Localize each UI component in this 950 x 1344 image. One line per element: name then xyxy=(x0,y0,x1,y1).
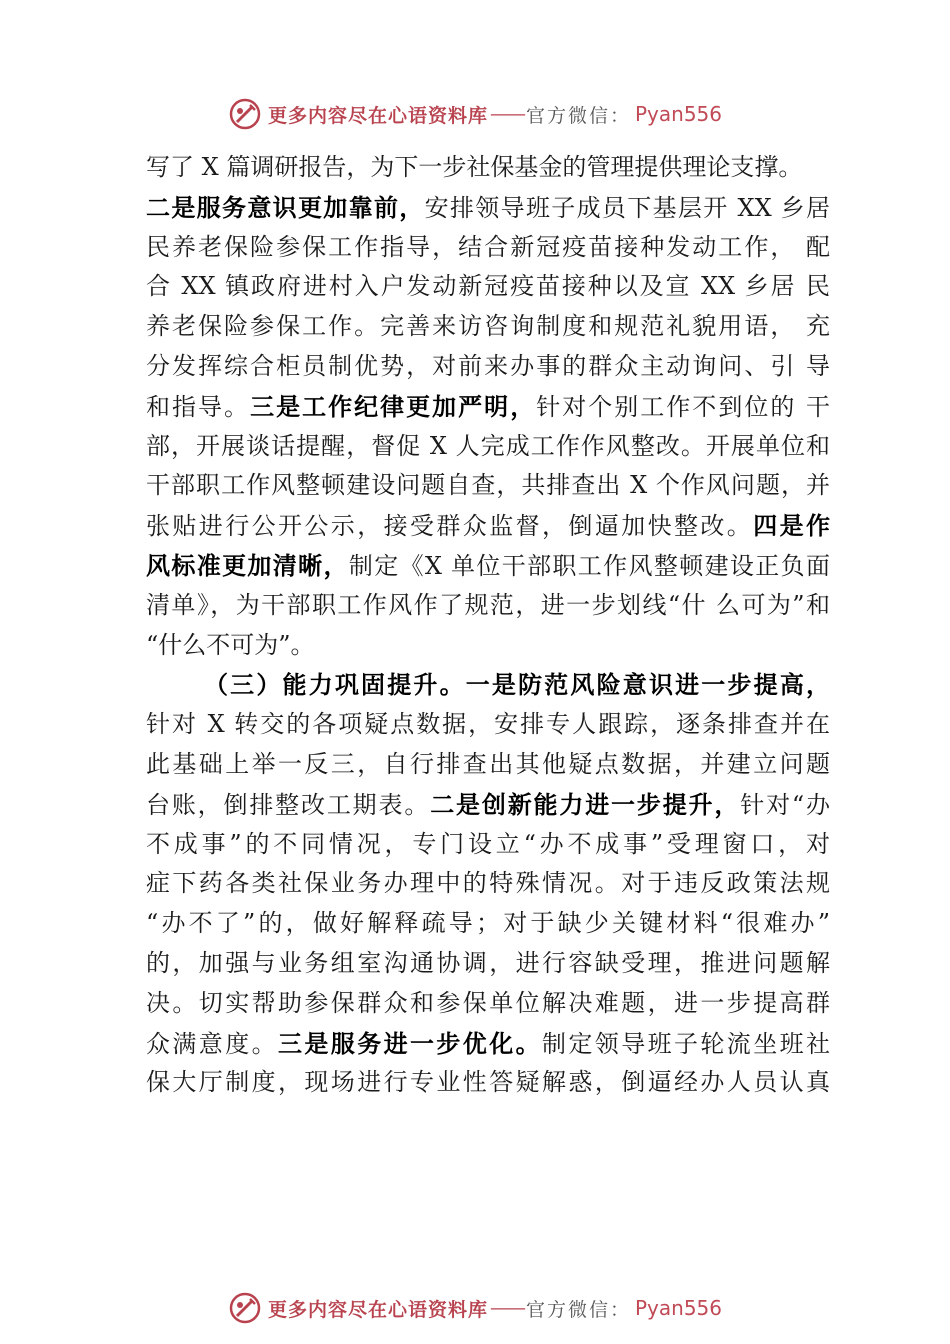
watermark-wechat-label: 官方微信： xyxy=(525,1298,631,1321)
watermark-banner-bottom xyxy=(0,1286,950,1330)
text-run: 此基础上举一反三，自行排查出其他疑点数据，并建立问题 xyxy=(146,749,830,778)
bold-heading-run: 二是创新能力进一步提升， xyxy=(430,789,741,819)
text-line xyxy=(146,944,830,984)
text-run: 部，开展谈话提醒，督促 X 人完成工作作风整改。开展单位和 xyxy=(146,431,830,460)
bold-heading-run: 四是作 xyxy=(753,511,831,541)
text-line xyxy=(146,506,830,546)
text-run: 制定《X 单位干部职工作风整顿建设正负面 xyxy=(348,551,830,580)
text-run: 台账，倒排整改工期表。 xyxy=(146,790,431,819)
text-line xyxy=(146,347,830,387)
text-line xyxy=(146,626,830,666)
text-line xyxy=(146,904,830,944)
text-run: 的，加强与业务组室沟通协调，进行容缺受理，推进问题解 xyxy=(146,948,830,977)
watermark-site-name: 更多内容尽在心语资料库 xyxy=(267,104,488,127)
text-run: 分发挥综合柜员制优势，对前来办事的群众主动询问、引 导 xyxy=(146,351,830,380)
watermark-dash: —— xyxy=(489,1297,524,1319)
text-run: 和指导。 xyxy=(146,392,251,421)
text-run: 清单》，为干部职工作风作了规范，进一步划线“什 么可为”和 xyxy=(146,590,830,619)
text-line xyxy=(146,665,830,705)
text-run: 民养老保险参保工作指导，结合新冠疫苗接种发动工作， 配 xyxy=(146,232,830,261)
text-run: 张贴进行公开公示，接受群众监督，倒逼加快整改。 xyxy=(146,512,754,541)
text-line xyxy=(146,785,830,825)
text-line xyxy=(146,307,830,347)
text-line xyxy=(146,586,830,626)
bold-heading-run: （三）能力巩固提升。一是防范风险意识进一步提高， xyxy=(204,670,830,700)
text-line xyxy=(146,387,830,427)
text-run: 针对个别工作不到位的 干 xyxy=(536,392,830,421)
text-run: 写了 X 篇调研报告，为下一步社保基金的管理提供理论支撑。 xyxy=(146,153,803,181)
text-run: 干部职工作风整顿建设问题自查，共排查出 X 个作风问题，并 xyxy=(146,471,830,500)
text-line xyxy=(146,267,830,307)
text-run: 针对“办 xyxy=(740,790,831,819)
text-run: 众满意度。 xyxy=(146,1029,278,1058)
document-body xyxy=(146,148,830,1103)
text-line xyxy=(146,466,830,506)
text-run: “什么不可为”。 xyxy=(146,630,315,659)
watermark-wechat-label: 官方微信： xyxy=(525,104,631,127)
bold-heading-run: 二是服务意识更加靠前， xyxy=(146,192,425,222)
bold-heading-run: 风标准更加清晰， xyxy=(146,550,349,580)
text-run: 症下药各类社保业务办理中的特殊情况。对于违反政策法规 xyxy=(146,869,830,898)
text-line xyxy=(146,1024,830,1064)
text-line xyxy=(146,546,830,586)
text-run: “办不了”的，做好解释疏导；对于缺少关键材料“很难办” xyxy=(146,909,830,938)
watermark-dash: —— xyxy=(489,103,524,125)
text-line xyxy=(146,745,830,785)
watermark-wechat-id: Pyan556 xyxy=(635,102,723,126)
text-line xyxy=(146,864,830,904)
text-run: 不成事”的不同情况，专门设立“办不成事”受理窗口，对 xyxy=(146,829,830,858)
text-run: 保大厅制度，现场进行专业性答疑解惑，倒逼经办人员认真 xyxy=(146,1068,830,1097)
bold-heading-run: 三是服务进一步优化。 xyxy=(278,1028,542,1058)
text-line xyxy=(146,148,830,188)
watermark-site-name: 更多内容尽在心语资料库 xyxy=(267,1298,488,1321)
text-line xyxy=(146,1063,830,1103)
pen-logo-icon xyxy=(228,1291,262,1325)
text-run: 合 XX 镇政府进村入户发动新冠疫苗接种以及宣 XX 乡居 民 xyxy=(146,272,830,301)
watermark-banner-top xyxy=(0,92,950,136)
bold-heading-run: 三是工作纪律更加严明， xyxy=(250,391,537,421)
text-line xyxy=(146,427,830,467)
text-run: 针对 X 转交的各项疑点数据，安排专人跟踪，逐条排查并在 xyxy=(146,710,830,739)
text-run: 决。切实帮助参保群众和参保单位解决难题，进一步提高群 xyxy=(146,988,830,1017)
text-run: 安排领导班子成员下基层开 XX 乡居 xyxy=(424,193,830,222)
pen-logo-icon xyxy=(228,97,262,131)
watermark-wechat-id: Pyan556 xyxy=(635,1296,723,1320)
text-line xyxy=(146,984,830,1024)
text-line xyxy=(146,825,830,865)
text-run: 制定领导班子轮流坐班社 xyxy=(542,1029,830,1058)
text-run: 养老保险参保工作。完善来访咨询制度和规范礼貌用语， 充 xyxy=(146,312,830,341)
text-line xyxy=(146,188,830,228)
text-line xyxy=(146,228,830,268)
text-line xyxy=(146,705,830,745)
